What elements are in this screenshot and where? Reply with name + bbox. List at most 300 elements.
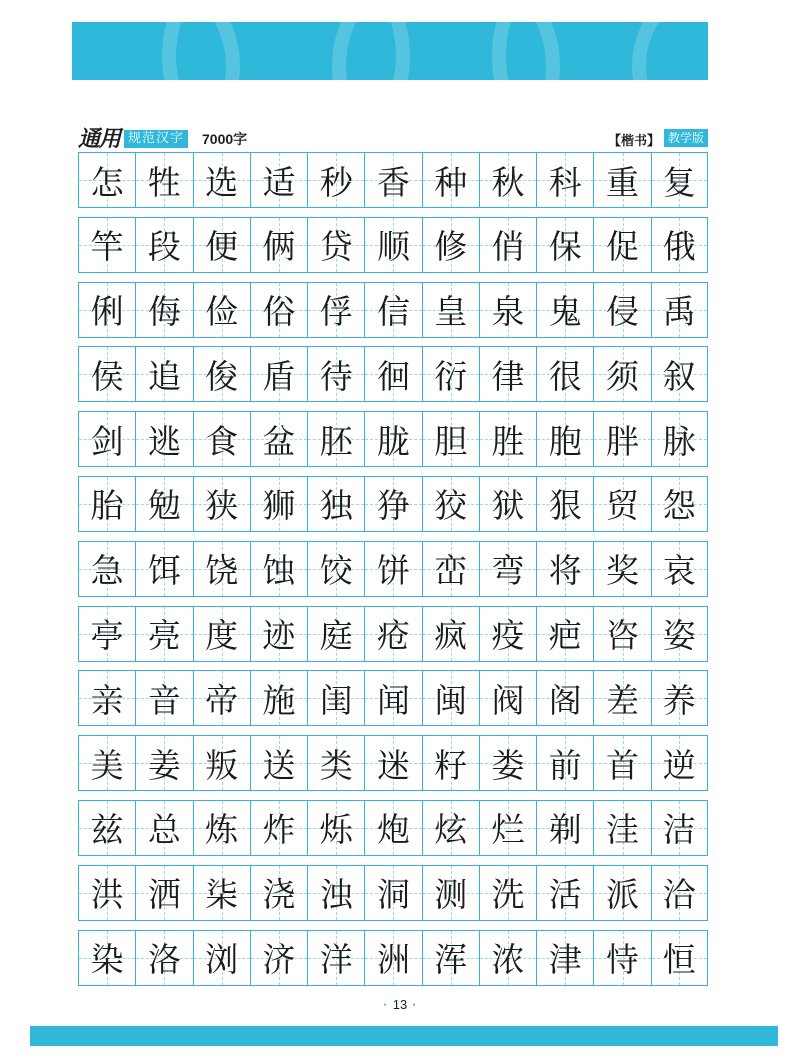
character: 脉 — [662, 421, 696, 461]
character-cell — [422, 866, 479, 920]
character-cell — [479, 283, 536, 337]
character: 洁 — [662, 810, 696, 850]
top-decorative-band — [72, 22, 708, 80]
character-cell — [307, 283, 364, 337]
character: 闽 — [434, 680, 468, 720]
character-cell — [536, 283, 593, 337]
page-number-dot-left: · — [383, 997, 388, 1012]
character: 炼 — [205, 810, 239, 850]
character: 奖 — [606, 551, 640, 591]
character: 胚 — [319, 421, 353, 461]
character-cell — [78, 607, 135, 661]
character: 美 — [90, 745, 124, 785]
grid-row — [78, 411, 708, 467]
character-cell — [422, 283, 479, 337]
character-cell — [593, 931, 650, 985]
character-cell — [536, 542, 593, 596]
character: 前 — [548, 745, 582, 785]
bottom-decorative-band — [30, 1026, 778, 1046]
character-cell — [307, 542, 364, 596]
character: 总 — [147, 810, 181, 850]
character: 洼 — [606, 810, 640, 850]
character-cell — [364, 283, 421, 337]
character-cell — [479, 736, 536, 790]
character: 狮 — [262, 486, 296, 526]
character-cell — [193, 736, 250, 790]
character-cell — [364, 218, 421, 272]
character: 狭 — [205, 486, 239, 526]
character: 贷 — [319, 227, 353, 267]
character-cell — [536, 218, 593, 272]
character: 度 — [205, 616, 239, 656]
character-cell — [651, 801, 708, 855]
character: 饵 — [147, 551, 181, 591]
character-cell — [307, 671, 364, 725]
character-cell — [479, 801, 536, 855]
character: 济 — [262, 940, 296, 980]
character-cell — [364, 347, 421, 401]
character: 洋 — [319, 940, 353, 980]
page-header — [78, 126, 708, 150]
character-cell — [364, 801, 421, 855]
character: 俄 — [662, 227, 696, 267]
character-cell — [422, 607, 479, 661]
character: 峦 — [434, 551, 468, 591]
grid-row — [78, 282, 708, 338]
character: 怨 — [662, 486, 696, 526]
character: 烁 — [319, 810, 353, 850]
character: 段 — [147, 227, 181, 267]
character-cell — [135, 412, 192, 466]
grid-row — [78, 670, 708, 726]
character: 鬼 — [548, 292, 582, 332]
script-style-tag: 【楷书】 — [607, 134, 660, 149]
character: 竿 — [90, 227, 124, 267]
character: 勉 — [147, 486, 181, 526]
character-cell — [250, 347, 307, 401]
character: 种 — [434, 162, 468, 202]
character-cell — [135, 477, 192, 531]
character: 亮 — [147, 616, 181, 656]
character-cell — [536, 736, 593, 790]
character: 追 — [147, 356, 181, 396]
character-cell — [78, 801, 135, 855]
character-cell — [536, 477, 593, 531]
character-cell — [479, 671, 536, 725]
grid-row — [78, 217, 708, 273]
character: 保 — [548, 227, 582, 267]
character: 待 — [319, 356, 353, 396]
character-cell — [135, 866, 192, 920]
character: 炮 — [376, 810, 410, 850]
character: 迷 — [376, 745, 410, 785]
character: 俗 — [262, 292, 296, 332]
character: 音 — [147, 680, 181, 720]
character-cell — [364, 542, 421, 596]
character: 适 — [262, 162, 296, 202]
character-cell — [422, 153, 479, 207]
character: 洛 — [147, 940, 181, 980]
character-cell — [364, 931, 421, 985]
character-cell — [536, 866, 593, 920]
character-cell — [536, 412, 593, 466]
character-cell — [193, 218, 250, 272]
character: 俩 — [262, 227, 296, 267]
character: 疯 — [434, 616, 468, 656]
character-cell — [651, 607, 708, 661]
character-cell — [593, 607, 650, 661]
character-cell — [78, 931, 135, 985]
character-cell — [593, 283, 650, 337]
character-cell — [193, 607, 250, 661]
character: 狡 — [434, 486, 468, 526]
character: 籽 — [434, 745, 468, 785]
character: 衍 — [434, 356, 468, 396]
character-cell — [135, 347, 192, 401]
character: 庭 — [319, 616, 353, 656]
character: 饼 — [376, 551, 410, 591]
character-cell — [250, 671, 307, 725]
character: 泉 — [491, 292, 525, 332]
character: 施 — [262, 680, 296, 720]
character: 弯 — [491, 551, 525, 591]
grid-row — [78, 800, 708, 856]
character-cell — [651, 218, 708, 272]
character: 信 — [376, 292, 410, 332]
character-cell — [250, 866, 307, 920]
character: 洽 — [662, 875, 696, 915]
character: 急 — [90, 551, 124, 591]
character-cell — [135, 218, 192, 272]
character: 盾 — [262, 356, 296, 396]
character-cell — [593, 412, 650, 466]
character: 俭 — [205, 292, 239, 332]
character-cell — [78, 283, 135, 337]
character-cell — [135, 283, 192, 337]
character-cell — [307, 607, 364, 661]
character-cell — [193, 347, 250, 401]
character-cell — [78, 218, 135, 272]
character-cell — [193, 283, 250, 337]
character-cell — [479, 347, 536, 401]
character: 逆 — [662, 745, 696, 785]
character-cell — [364, 866, 421, 920]
character-cell — [307, 931, 364, 985]
character: 阁 — [548, 680, 582, 720]
character: 活 — [548, 875, 582, 915]
character: 饶 — [205, 551, 239, 591]
character-cell — [422, 347, 479, 401]
character: 很 — [548, 356, 582, 396]
character-cell — [593, 736, 650, 790]
character: 恒 — [662, 940, 696, 980]
character: 疫 — [491, 616, 525, 656]
character-cell — [78, 671, 135, 725]
character: 科 — [548, 162, 582, 202]
character-cell — [193, 542, 250, 596]
character: 秒 — [319, 162, 353, 202]
character-cell — [536, 347, 593, 401]
character: 俏 — [491, 227, 525, 267]
grid-row — [78, 930, 708, 986]
page-number-dot-right: · — [412, 997, 417, 1012]
character-cell — [479, 153, 536, 207]
character: 疤 — [548, 616, 582, 656]
character-cell — [193, 671, 250, 725]
character: 复 — [662, 162, 696, 202]
character-cell — [364, 736, 421, 790]
character-cell — [250, 607, 307, 661]
character: 便 — [205, 227, 239, 267]
character-cell — [135, 801, 192, 855]
character-cell — [250, 477, 307, 531]
character-cell — [479, 607, 536, 661]
character-cell — [193, 931, 250, 985]
character: 胆 — [434, 421, 468, 461]
character-cell — [250, 412, 307, 466]
character: 叛 — [205, 745, 239, 785]
character: 浓 — [491, 940, 525, 980]
character: 香 — [376, 162, 410, 202]
character-cell — [593, 866, 650, 920]
character: 狰 — [376, 486, 410, 526]
grid-row — [78, 346, 708, 402]
character: 姿 — [662, 616, 696, 656]
character: 闺 — [319, 680, 353, 720]
character-cell — [307, 412, 364, 466]
character-cell — [422, 542, 479, 596]
character: 浇 — [262, 875, 296, 915]
character-cell — [307, 866, 364, 920]
character-cell — [651, 153, 708, 207]
character-cell — [78, 736, 135, 790]
grid-row — [78, 152, 708, 208]
grid-row — [78, 606, 708, 662]
character-cell — [193, 153, 250, 207]
character: 蚀 — [262, 551, 296, 591]
character: 疮 — [376, 616, 410, 656]
character: 胎 — [90, 486, 124, 526]
edition-tag: 教学版 — [664, 129, 708, 147]
character-cell — [307, 736, 364, 790]
character: 狠 — [548, 486, 582, 526]
character-cell — [479, 866, 536, 920]
character-cell — [593, 477, 650, 531]
character: 胧 — [376, 421, 410, 461]
character-cell — [593, 801, 650, 855]
character-cell — [479, 412, 536, 466]
character-cell — [479, 931, 536, 985]
character-cell — [193, 866, 250, 920]
character: 牲 — [147, 162, 181, 202]
character: 修 — [434, 227, 468, 267]
character: 盆 — [262, 421, 296, 461]
character-cell — [593, 153, 650, 207]
character-cell — [307, 347, 364, 401]
character: 侯 — [90, 356, 124, 396]
character: 兹 — [90, 810, 124, 850]
character: 送 — [262, 745, 296, 785]
character-cell — [536, 153, 593, 207]
character-grid — [78, 152, 708, 994]
character: 浑 — [434, 940, 468, 980]
character: 顺 — [376, 227, 410, 267]
character: 选 — [205, 162, 239, 202]
character: 胞 — [548, 421, 582, 461]
character-cell — [135, 736, 192, 790]
character-cell — [250, 542, 307, 596]
character: 剃 — [548, 810, 582, 850]
character: 炸 — [262, 810, 296, 850]
character-cell — [364, 671, 421, 725]
character-cell — [479, 477, 536, 531]
character-cell — [250, 736, 307, 790]
character: 侮 — [147, 292, 181, 332]
character: 柒 — [205, 875, 239, 915]
character-cell — [193, 477, 250, 531]
character: 测 — [434, 875, 468, 915]
character: 叙 — [662, 356, 696, 396]
character: 洞 — [376, 875, 410, 915]
character-cell — [536, 801, 593, 855]
character-cell — [651, 347, 708, 401]
character-cell — [250, 153, 307, 207]
character-cell — [651, 477, 708, 531]
character-cell — [651, 736, 708, 790]
character: 炫 — [434, 810, 468, 850]
character: 禹 — [662, 292, 696, 332]
character: 俘 — [319, 292, 353, 332]
character: 咨 — [606, 616, 640, 656]
character: 帝 — [205, 680, 239, 720]
character: 怎 — [90, 162, 124, 202]
character-cell — [78, 347, 135, 401]
character: 饺 — [319, 551, 353, 591]
character: 独 — [319, 486, 353, 526]
character: 闻 — [376, 680, 410, 720]
character: 首 — [606, 745, 640, 785]
character-cell — [78, 542, 135, 596]
character-cell — [307, 801, 364, 855]
character: 将 — [548, 551, 582, 591]
character-cell — [250, 931, 307, 985]
character-cell — [364, 412, 421, 466]
character: 食 — [205, 421, 239, 461]
grid-row — [78, 865, 708, 921]
character-cell — [78, 866, 135, 920]
character: 律 — [491, 356, 525, 396]
character-cell — [135, 607, 192, 661]
character-cell — [593, 671, 650, 725]
character-cell — [651, 866, 708, 920]
character: 皇 — [434, 292, 468, 332]
character-cell — [422, 218, 479, 272]
character-cell — [364, 607, 421, 661]
book-subtitle: 规范汉字 — [124, 130, 188, 148]
character-cell — [422, 412, 479, 466]
character-cell — [193, 412, 250, 466]
character-cell — [593, 218, 650, 272]
character-cell — [422, 801, 479, 855]
character: 派 — [606, 875, 640, 915]
character-cell — [364, 153, 421, 207]
character-cell — [135, 671, 192, 725]
character-cell — [422, 477, 479, 531]
character: 浏 — [205, 940, 239, 980]
character-cell — [250, 283, 307, 337]
character-cell — [651, 931, 708, 985]
grid-row — [78, 541, 708, 597]
character-cell — [422, 736, 479, 790]
character: 差 — [606, 680, 640, 720]
grid-row — [78, 735, 708, 791]
character: 洪 — [90, 875, 124, 915]
character: 哀 — [662, 551, 696, 591]
character: 须 — [606, 356, 640, 396]
character: 俐 — [90, 292, 124, 332]
grid-row — [78, 476, 708, 532]
character: 烂 — [491, 810, 525, 850]
brand-logo-text: 通用 — [78, 126, 121, 152]
character-cell — [250, 801, 307, 855]
character: 狱 — [491, 486, 525, 526]
character-cell — [135, 931, 192, 985]
character-cell — [78, 477, 135, 531]
character: 亭 — [90, 616, 124, 656]
character: 促 — [606, 227, 640, 267]
character-cell — [135, 542, 192, 596]
character-cell — [135, 153, 192, 207]
character: 洗 — [491, 875, 525, 915]
character-cell — [479, 542, 536, 596]
character-cell — [307, 153, 364, 207]
character-cell — [422, 931, 479, 985]
character-cell — [651, 283, 708, 337]
character-cell — [536, 607, 593, 661]
character: 徊 — [376, 356, 410, 396]
character: 阀 — [491, 680, 525, 720]
character: 亲 — [90, 680, 124, 720]
character: 类 — [319, 745, 353, 785]
character: 秋 — [491, 162, 525, 202]
character-cell — [307, 477, 364, 531]
character: 重 — [606, 162, 640, 202]
character-cell — [78, 153, 135, 207]
character: 贸 — [606, 486, 640, 526]
character-cell — [78, 412, 135, 466]
character: 浊 — [319, 875, 353, 915]
character: 胖 — [606, 421, 640, 461]
character: 逃 — [147, 421, 181, 461]
character: 迹 — [262, 616, 296, 656]
page-number-value: 13 — [392, 997, 408, 1012]
character: 洲 — [376, 940, 410, 980]
character-cell — [364, 477, 421, 531]
character-cell — [651, 671, 708, 725]
character: 姜 — [147, 745, 181, 785]
character-cell — [250, 218, 307, 272]
character-count: 7000字 — [202, 131, 248, 147]
character: 娄 — [491, 745, 525, 785]
character-cell — [422, 671, 479, 725]
character-cell — [193, 801, 250, 855]
character-cell — [479, 218, 536, 272]
character: 染 — [90, 940, 124, 980]
character: 养 — [662, 680, 696, 720]
character: 胜 — [491, 421, 525, 461]
page-number — [0, 997, 800, 1012]
character: 津 — [548, 940, 582, 980]
